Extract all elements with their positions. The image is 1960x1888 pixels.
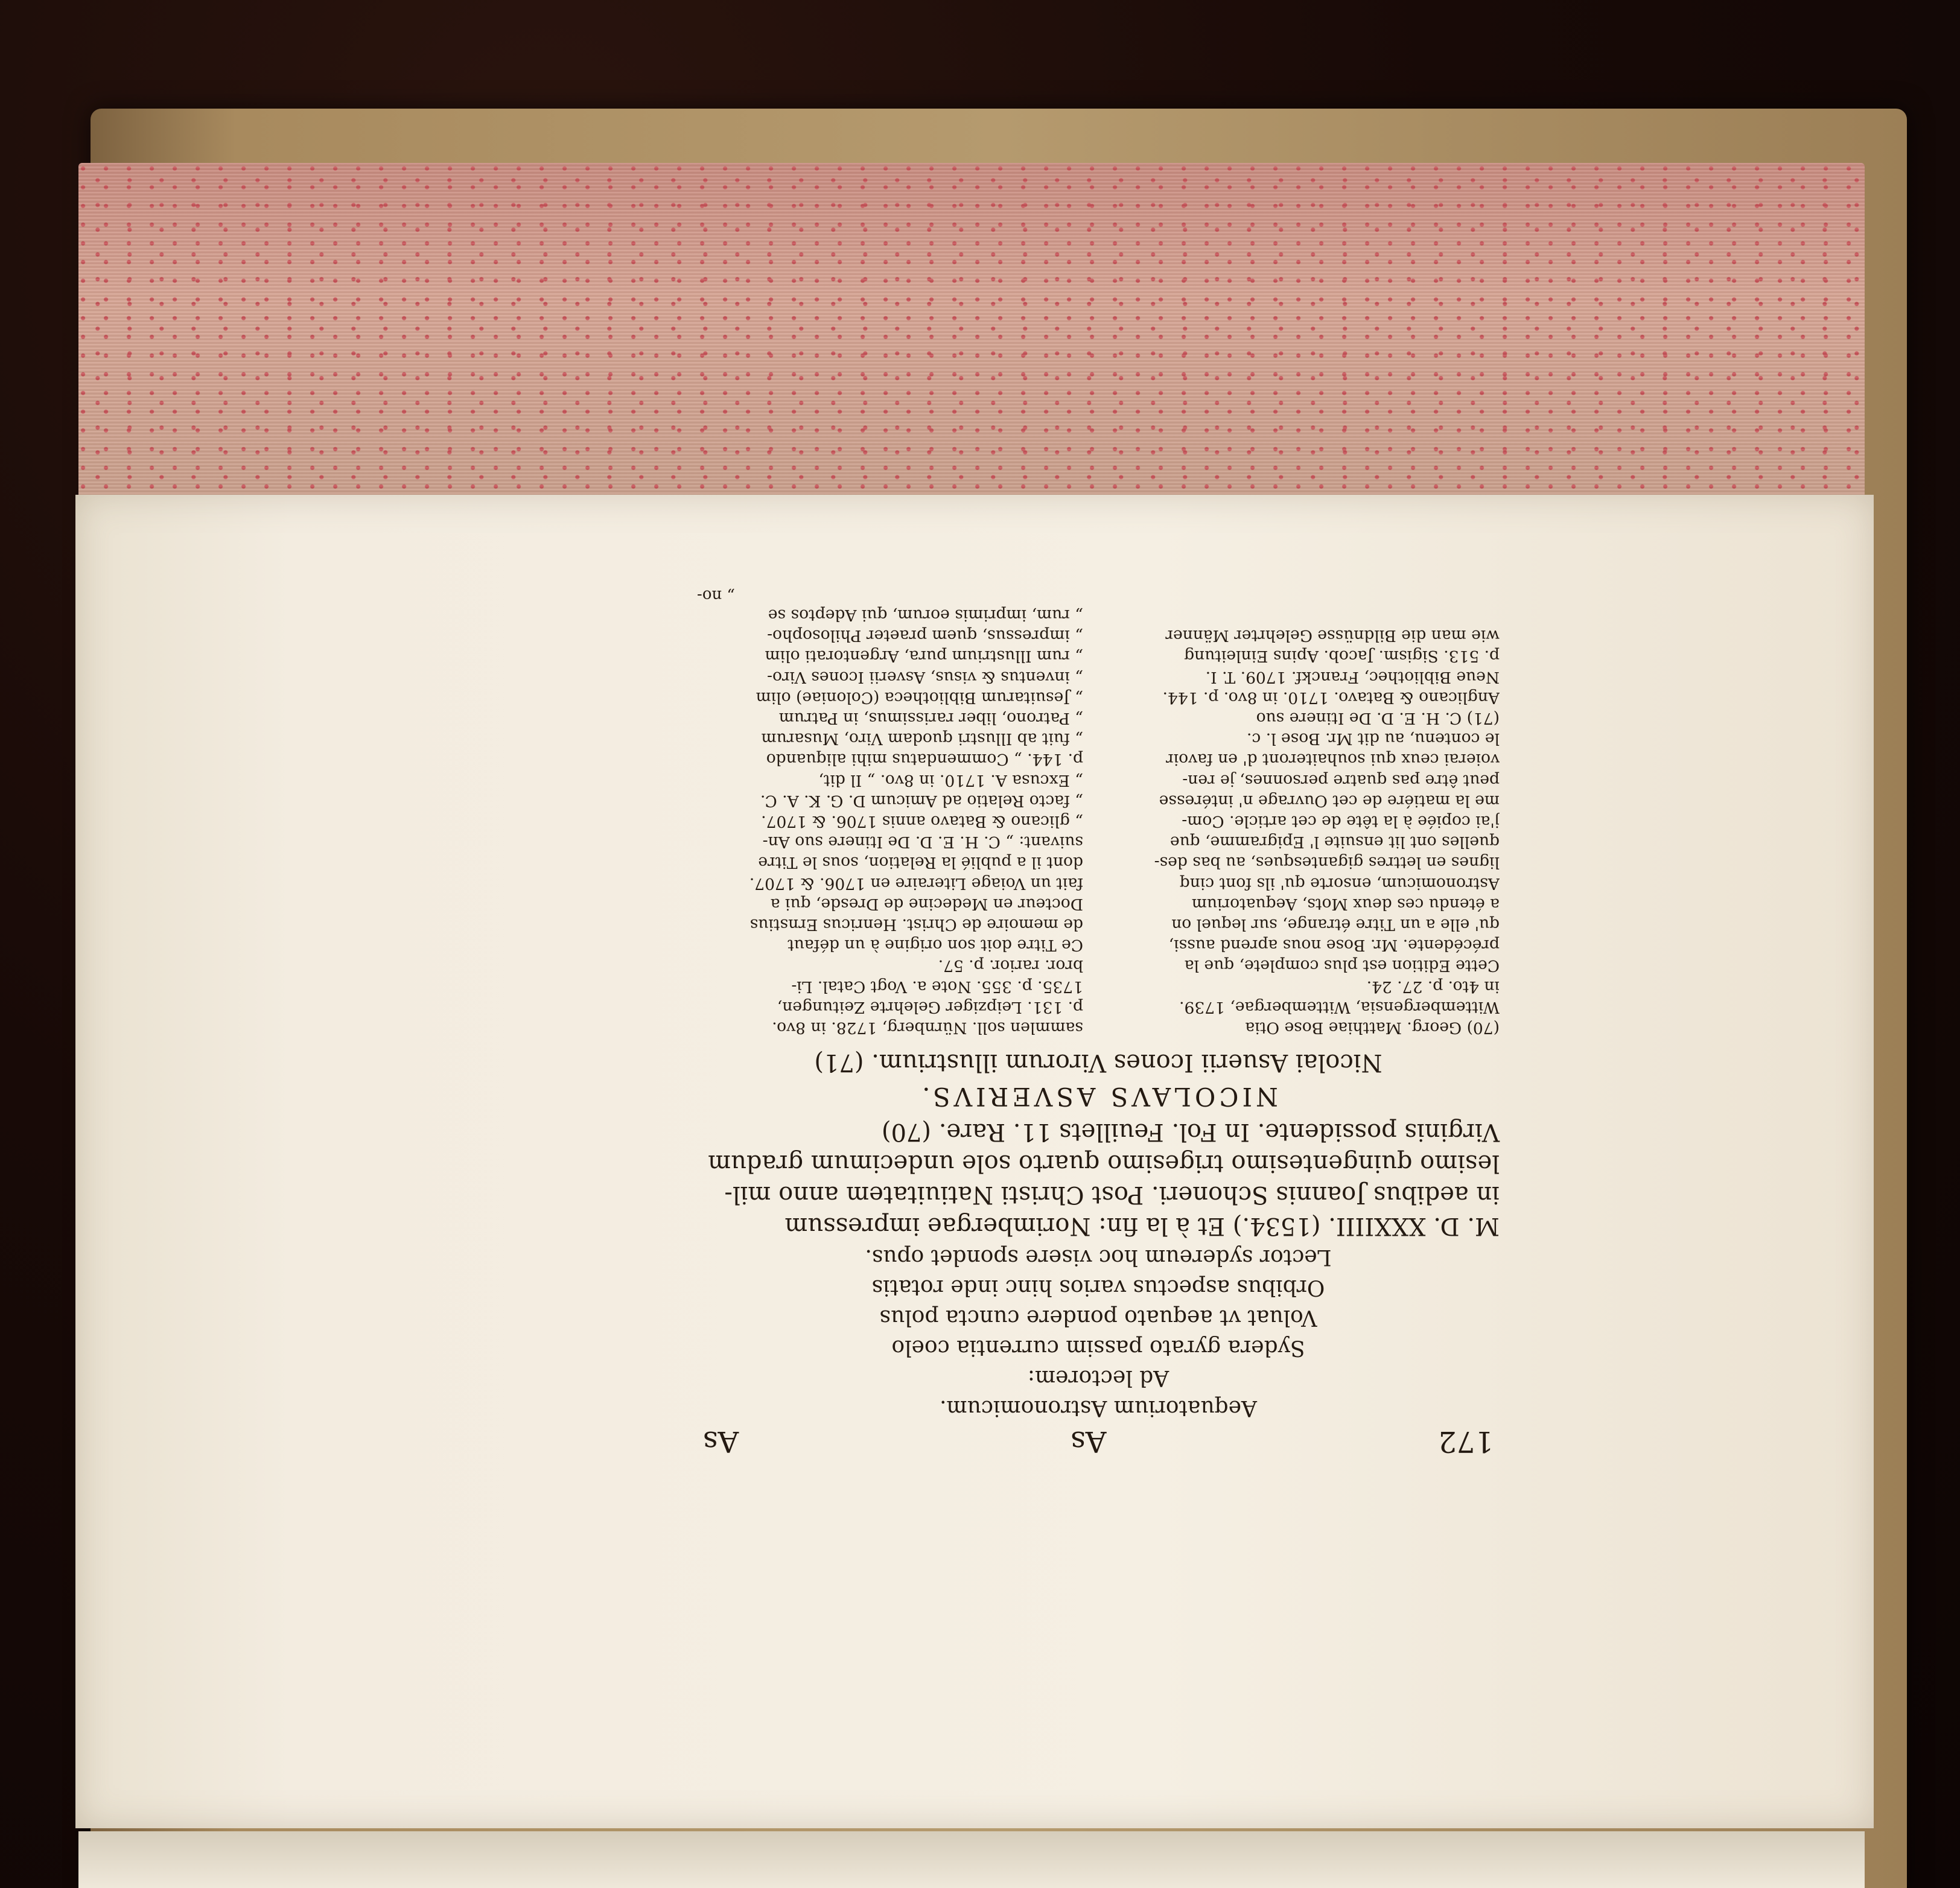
footnote-line: dont il a publié la Relation, sous le Titre: [758, 853, 1083, 872]
footnote-line: Neue Bibliothec, Franckf. 1709. T. I.: [1205, 667, 1500, 687]
footnote-line: a étendu ces deux Mots, Aequatorium: [1191, 894, 1500, 914]
footnote-line: Ce Titre doit son origine à un défaut: [788, 936, 1083, 955]
footnote-line: „ rum, imprimis eorum, qui Adeptos se: [768, 605, 1083, 625]
footnote-line: „ impressus, quem praeter Philosopho-: [767, 626, 1083, 646]
verse-line: Voluat vt aequato pondere cuncta polus: [879, 1305, 1317, 1330]
footnote-line: peut être pas quatre personnes, je ren-: [1182, 771, 1500, 790]
section-heading: NICOLAVS ASVERIVS.: [918, 1082, 1278, 1111]
footnote-line: „ inventus & visus, Asverii Icones Viro-: [767, 667, 1083, 687]
colophon-line: lesimo quingentesimo trigesimo quarto sole undecimum gradum: [708, 1149, 1500, 1177]
footnote-line: (71) C. H. E. D. De Itinere suo: [1256, 708, 1500, 728]
footnote-line: Anglicano & Batavo. 1710. in 8vo. p. 144.: [1162, 688, 1500, 707]
footnote-line: „ Patrono, liber rarissimus, in Patrum: [778, 708, 1083, 728]
footnote-line: le contenu, au dit Mr. Bose l. c.: [1246, 729, 1500, 749]
footnote-line: „ fuit ab Illustri quodam Viro, Musarum: [761, 729, 1083, 749]
work-title: Nicolai Asuerii Icones Virorum illustrium. (71): [814, 1049, 1382, 1076]
footnote-line: p. 513. Sigism. Jacob. Apins Einleitung: [1184, 647, 1500, 666]
page-number: 172: [1438, 1425, 1494, 1458]
footnote-line: „ Jesuitarum Bibliotheca (Coloniae) olim: [756, 688, 1083, 707]
footnote-line: (70) Georg. Matthiae Bose Otia: [1245, 1019, 1500, 1037]
footnote-line: j'ai copiée à la tête de cet article. Com-: [1182, 812, 1500, 831]
footnote-columns: [697, 605, 1500, 1038]
footnote-line: quelles ont lit ensuite l' Epigramme, que: [1169, 833, 1500, 852]
running-head-right: As: [703, 1425, 739, 1458]
colophon-line: Virginis possidente. In Fol. Feuillets 11. Rare. (70): [881, 1118, 1500, 1146]
footnote-line: wie man die Bildnüsse Gelehrter Männer: [1165, 626, 1500, 646]
book-page: [75, 495, 1874, 1828]
footnote-line: suivant: „ C. H. E. D. De Itinere suo An-: [762, 833, 1083, 852]
footnote-line: lignes en lettres gigantesques, au bas des-: [1154, 853, 1500, 872]
footnote-line: fait un Voiage Literaire en 1706. & 1707.: [749, 874, 1083, 893]
footnote-line: voierai ceux qui souhaiteront d' en favoir: [1166, 750, 1500, 769]
footnote-line: Astronomicum, ensorte qu' ils font cinq: [1179, 874, 1500, 893]
verse-line: Ad lectorem:: [1027, 1365, 1169, 1390]
footnote-line: Cette Edition est plus complete, que la: [1184, 956, 1500, 976]
footnote-line: me la matiére de cet Ouvrage n' intéresse: [1159, 791, 1500, 810]
colophon-line: M. D. XXXIIII. (1534.) Et à la fin: Norimbergae impressum: [784, 1212, 1500, 1240]
page-fore-edge: [78, 163, 1865, 501]
footnote-line: bror. rarior. p. 57.: [938, 956, 1083, 976]
footnote-line: p. 131. Leipziger Gelehrte Zeitungen,: [777, 997, 1083, 1017]
footnote-line: „ Excusa A. 1710. in 8vo. „ Il dit,: [818, 771, 1083, 790]
footnote-line: „ glicano & Batavo annis 1706. & 1707.: [761, 812, 1083, 831]
left-column: [1113, 605, 1500, 1038]
footnote-line: précédente. Mr. Bose nous aprend aussi,: [1168, 936, 1500, 955]
footnote-line: „ facto Relatio ad Amicum D. G. K. A. C.: [760, 791, 1083, 810]
verse-line: Sydera gyrato passim currentia coelo: [891, 1335, 1305, 1360]
footnote-line: de memoire de Christ. Henricus Ernstius: [749, 915, 1083, 934]
catchword: „ no-: [697, 586, 735, 605]
colophon-block: [697, 1116, 1500, 1242]
footnote-line: in 4to. p. 27. 24.: [1366, 977, 1500, 996]
verse-block: [697, 1242, 1500, 1423]
footnote-line: p. 144. „ Commendatus mihi aliquando: [766, 750, 1083, 769]
footnote-line: Wittembergensia, Wittembergae, 1739.: [1179, 997, 1500, 1017]
footnote-line: 1735. p. 355. Note a. Vogt Catal. Li-: [791, 977, 1083, 996]
footnote-line: Docteur en Medecine de Dresde, qui a: [770, 894, 1083, 914]
footnote-line: qu' elle a un Titre étrange, sur lequel on: [1171, 915, 1500, 934]
verse-line: Aequatorium Astronomicum.: [940, 1396, 1257, 1420]
verse-line: Lector sydereum hoc visere spondet opus.: [865, 1245, 1332, 1270]
verse-line: Orbibus aspectus varios hinc inde rotatis: [871, 1275, 1325, 1300]
footnote-line: sammlen soll. Nürnberg, 1728. in 8vo.: [772, 1019, 1083, 1037]
running-head-center: As: [1071, 1425, 1107, 1458]
right-column: [697, 605, 1083, 1038]
footnote-line: „ rum Illustrium pura, Argentorati olim: [765, 647, 1083, 666]
text-block-rotated: [697, 586, 1500, 1460]
running-head: [697, 1423, 1500, 1460]
next-page-edge: [78, 1831, 1865, 1888]
colophon-line: in aedibus Joannis Schoneri. Post Christi Natiuitatem anno mil-: [724, 1181, 1500, 1209]
